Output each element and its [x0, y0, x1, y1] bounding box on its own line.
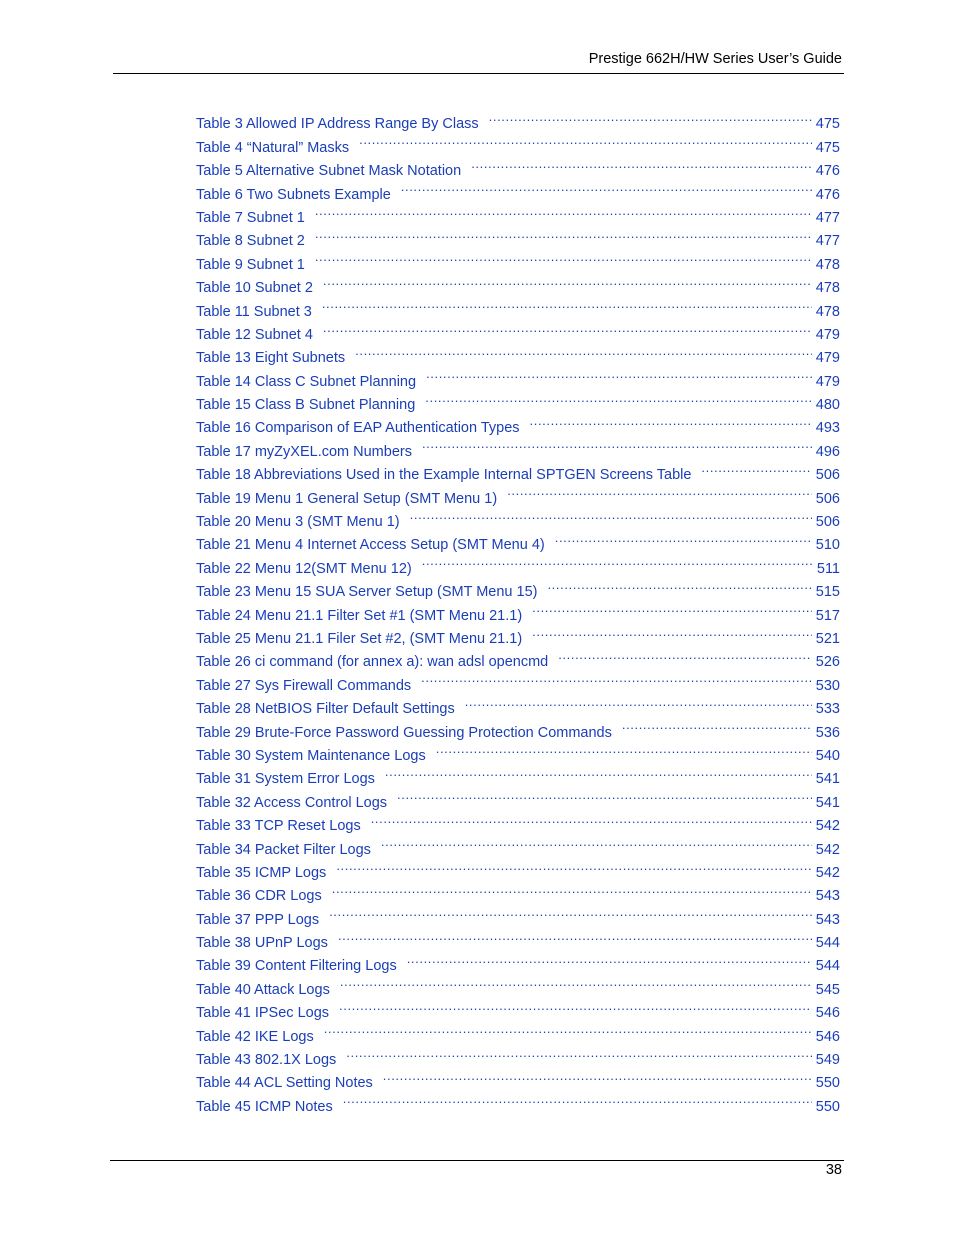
toc-entry-label[interactable]: Table 15 Class B Subnet Planning: [196, 397, 416, 414]
toc-entry-page[interactable]: 546: [815, 1028, 840, 1045]
toc-entry-page[interactable]: 543: [815, 888, 840, 905]
dot-leader: [315, 245, 812, 268]
dot-leader: [558, 643, 812, 666]
toc-entry-label[interactable]: Table 7 Subnet 1: [196, 209, 305, 226]
toc-entry-page[interactable]: 545: [815, 981, 840, 998]
dot-leader: [407, 947, 812, 970]
toc-entry-page[interactable]: 544: [815, 935, 840, 952]
toc-entry-page[interactable]: 475: [815, 116, 840, 133]
toc-entry-label[interactable]: Table 21 Menu 4 Internet Access Setup (SMT Menu 4): [196, 537, 545, 554]
dot-leader: [410, 503, 812, 526]
toc-entry-page[interactable]: 530: [815, 677, 840, 694]
toc-entry-page[interactable]: 542: [815, 818, 840, 835]
dot-leader: [324, 1017, 812, 1040]
dot-leader: [471, 152, 812, 175]
toc-entry-label[interactable]: Table 14 Class C Subnet Planning: [196, 373, 417, 390]
toc-entry-page[interactable]: 506: [815, 467, 840, 484]
toc-entry-page[interactable]: 550: [815, 1075, 840, 1092]
toc-entry-label[interactable]: Table 34 Packet Filter Logs: [196, 841, 371, 858]
page-number: 38: [825, 1162, 842, 1178]
dot-leader: [315, 199, 812, 222]
dot-leader: [421, 666, 812, 689]
toc-entry-page[interactable]: 515: [815, 584, 840, 601]
header-rule: [113, 73, 844, 74]
toc-entry-page[interactable]: 478: [815, 303, 840, 320]
toc-entry-label[interactable]: Table 6 Two Subnets Example: [196, 186, 391, 203]
toc-entry-label[interactable]: Table 30 System Maintenance Logs: [196, 747, 426, 764]
toc-entry-page[interactable]: 542: [815, 841, 840, 858]
toc-entry-page[interactable]: 511: [816, 560, 840, 577]
dot-leader: [401, 175, 812, 198]
dot-leader: [422, 432, 812, 455]
toc-entry-label[interactable]: Table 19 Menu 1 General Setup (SMT Menu 1): [196, 490, 498, 507]
toc-entry-label[interactable]: Table 3 Allowed IP Address Range By Class: [196, 116, 479, 133]
toc-entry-page[interactable]: 541: [815, 771, 840, 788]
toc-entry-page[interactable]: 540: [815, 747, 840, 764]
toc-entry-page[interactable]: 517: [815, 607, 840, 624]
toc-entry-label[interactable]: Table 44 ACL Setting Notes: [196, 1075, 373, 1092]
toc-entry-page[interactable]: 475: [815, 139, 840, 156]
toc-entry-page[interactable]: 480: [815, 397, 840, 414]
toc-entry-label[interactable]: Table 43 802.1X Logs: [196, 1052, 337, 1069]
toc-entry-label[interactable]: Table 18 Abbreviations Used in the Example Internal SPTGEN Screens Table: [196, 467, 692, 484]
toc-entry-label[interactable]: Table 25 Menu 21.1 Filer Set #2, (SMT Menu 21.1): [196, 630, 523, 647]
toc-entry-page[interactable]: 477: [815, 233, 840, 250]
toc-entry-label[interactable]: Table 12 Subnet 4: [196, 326, 313, 343]
toc-entry-label[interactable]: Table 40 Attack Logs: [196, 981, 330, 998]
toc-entry-label[interactable]: Table 39 Content Filtering Logs: [196, 958, 397, 975]
footer-rule: [110, 1160, 844, 1161]
toc-entry-label[interactable]: Table 10 Subnet 2: [196, 280, 313, 297]
toc-entry-label[interactable]: Table 11 Subnet 3: [196, 303, 312, 320]
toc-entry-page[interactable]: 477: [815, 209, 840, 226]
dot-leader: [336, 854, 811, 877]
toc-entry-label[interactable]: Table 37 PPP Logs: [196, 911, 320, 928]
toc-entry-label[interactable]: Table 20 Menu 3 (SMT Menu 1): [196, 514, 400, 531]
toc-entry-page[interactable]: 543: [815, 911, 840, 928]
toc-entry-page[interactable]: 526: [815, 654, 840, 671]
dot-leader: [425, 386, 812, 409]
toc-entry-label[interactable]: Table 22 Menu 12(SMT Menu 12): [196, 560, 412, 577]
dot-leader: [340, 970, 812, 993]
toc-entry-page[interactable]: 479: [815, 350, 840, 367]
toc-entry-label[interactable]: Table 41 IPSec Logs: [196, 1005, 330, 1022]
dot-leader: [532, 596, 812, 619]
toc-entry-page[interactable]: 521: [815, 630, 840, 647]
toc-entry-page[interactable]: 493: [815, 420, 840, 437]
toc-entry-page[interactable]: 541: [815, 794, 840, 811]
toc-entry-page[interactable]: 476: [815, 163, 840, 180]
dot-leader: [397, 783, 812, 806]
toc-entry-label[interactable]: Table 42 IKE Logs: [196, 1028, 314, 1045]
toc-entry-page[interactable]: 536: [815, 724, 840, 741]
dot-leader: [315, 222, 812, 245]
dot-leader: [339, 994, 812, 1017]
dot-leader: [422, 549, 813, 572]
toc-entry-page[interactable]: 544: [815, 958, 840, 975]
toc-entry-label[interactable]: Table 26 ci command (for annex a): wan adsl opencmd: [196, 654, 549, 671]
dot-leader: [322, 292, 812, 315]
toc-entry[interactable]: [196, 105, 840, 133]
dot-leader: [338, 924, 812, 947]
toc-entry-page[interactable]: 550: [815, 1098, 840, 1115]
toc-entry-label[interactable]: Table 13 Eight Subnets: [196, 350, 346, 367]
dot-leader: [701, 456, 811, 479]
dot-leader: [622, 713, 812, 736]
running-header-title: Prestige 662H/HW Series User’s Guide: [588, 51, 842, 67]
toc-entry-page[interactable]: 510: [815, 537, 840, 554]
dot-leader: [346, 1041, 812, 1064]
toc-entry-page[interactable]: 478: [815, 256, 840, 273]
dot-leader: [381, 830, 812, 853]
dot-leader: [383, 1064, 812, 1087]
list-of-tables: [196, 105, 840, 1115]
toc-entry-label[interactable]: Table 4 “Natural” Masks: [196, 139, 350, 156]
dot-leader: [385, 760, 812, 783]
toc-entry-label[interactable]: Table 8 Subnet 2: [196, 233, 305, 250]
dot-leader: [547, 573, 811, 596]
toc-entry-page[interactable]: 496: [815, 443, 840, 460]
toc-entry-page[interactable]: 533: [815, 701, 840, 718]
toc-entry-page[interactable]: 542: [815, 864, 840, 881]
dot-leader: [507, 479, 812, 502]
toc-entry-label[interactable]: Table 16 Comparison of EAP Authentication Types: [196, 420, 520, 437]
toc-entry-label[interactable]: Table 31 System Error Logs: [196, 771, 375, 788]
dot-leader: [355, 339, 812, 362]
dot-leader: [532, 620, 812, 643]
dot-leader: [489, 105, 812, 128]
dot-leader: [323, 316, 812, 339]
toc-entry-label[interactable]: Table 24 Menu 21.1 Filter Set #1 (SMT Menu 21.1): [196, 607, 523, 624]
toc-entry-label[interactable]: Table 29 Brute-Force Password Guessing Protection Commands: [196, 724, 612, 741]
dot-leader: [343, 1087, 812, 1110]
dot-leader: [329, 900, 812, 923]
dot-leader: [530, 409, 812, 432]
dot-leader: [371, 807, 812, 830]
toc-entry-label[interactable]: Table 23 Menu 15 SUA Server Setup (SMT Menu 15): [196, 584, 538, 601]
dot-leader: [359, 128, 812, 151]
toc-entry-label[interactable]: Table 17 myZyXEL.com Numbers: [196, 443, 412, 460]
toc-entry-page[interactable]: 506: [815, 490, 840, 507]
dot-leader: [332, 877, 812, 900]
toc-entry-page[interactable]: 506: [815, 514, 840, 531]
toc-entry-label[interactable]: Table 28 NetBIOS Filter Default Settings: [196, 701, 455, 718]
toc-entry-label[interactable]: Table 9 Subnet 1: [196, 256, 305, 273]
toc-entry-label[interactable]: Table 27 Sys Firewall Commands: [196, 677, 412, 694]
toc-entry-page[interactable]: 546: [815, 1005, 840, 1022]
toc-entry-label[interactable]: Table 33 TCP Reset Logs: [196, 818, 361, 835]
toc-entry-label[interactable]: Table 36 CDR Logs: [196, 888, 322, 905]
dot-leader: [465, 690, 812, 713]
toc-entry-page[interactable]: 478: [815, 280, 840, 297]
toc-entry-label[interactable]: Table 35 ICMP Logs: [196, 864, 327, 881]
toc-entry-label[interactable]: Table 45 ICMP Notes: [196, 1098, 333, 1115]
dot-leader: [426, 362, 812, 385]
toc-entry-page[interactable]: 476: [815, 186, 840, 203]
toc-entry-label[interactable]: Table 32 Access Control Logs: [196, 794, 388, 811]
dot-leader: [436, 737, 812, 760]
toc-entry-label[interactable]: Table 5 Alternative Subnet Mask Notation: [196, 163, 462, 180]
toc-entry-page[interactable]: 479: [815, 373, 840, 390]
dot-leader: [323, 269, 812, 292]
toc-entry-label[interactable]: Table 38 UPnP Logs: [196, 935, 328, 952]
toc-entry-page[interactable]: 549: [815, 1052, 840, 1069]
dot-leader: [555, 526, 812, 549]
toc-entry-page[interactable]: 479: [815, 326, 840, 343]
